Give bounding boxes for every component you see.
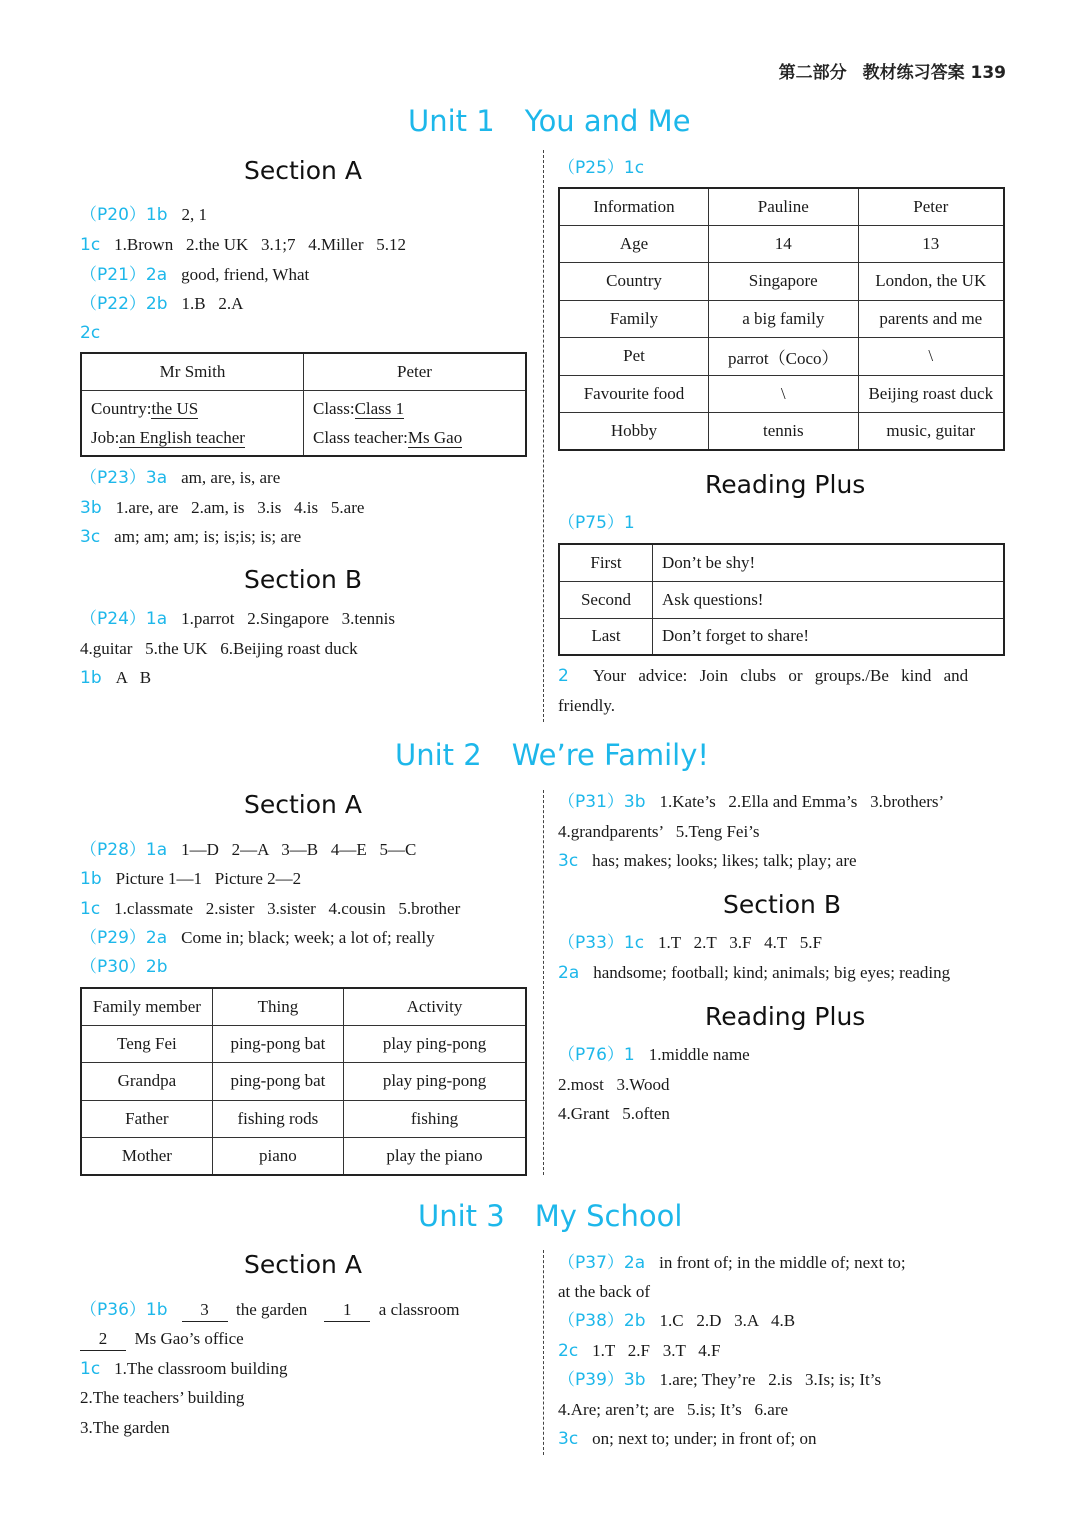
exercise-tag: （P29）2a bbox=[80, 928, 168, 948]
fill-blank: 1 bbox=[324, 1299, 370, 1322]
table-cell: \ bbox=[709, 375, 859, 413]
answer-text: a classroom bbox=[378, 1300, 460, 1319]
table-header-cell: Family member bbox=[81, 988, 212, 1025]
table-cell: Hobby bbox=[559, 413, 709, 451]
unit2-title bbox=[395, 738, 709, 772]
table-cell: fishing rods bbox=[212, 1100, 343, 1138]
table-cell: piano bbox=[212, 1138, 343, 1176]
table-cell: Ask questions! bbox=[652, 581, 1004, 618]
answer-line bbox=[558, 1252, 906, 1274]
answer-line bbox=[558, 932, 822, 954]
answer-line bbox=[558, 1281, 650, 1303]
field-label: Country: bbox=[91, 398, 152, 418]
answer-line bbox=[80, 927, 435, 949]
exercise-tag: （P76）1 bbox=[558, 1045, 635, 1065]
exercise-tag: 1c bbox=[80, 235, 101, 255]
answer-text: has; makes; looks; likes; talk; play; are bbox=[592, 851, 857, 870]
table-header-cell: Activity bbox=[344, 988, 526, 1025]
answer-text: Ms Gao’s office bbox=[134, 1329, 244, 1348]
answer-line bbox=[558, 1310, 795, 1332]
unit3-number: Unit 3 bbox=[418, 1199, 505, 1233]
table-header-cell: Peter bbox=[304, 353, 527, 390]
exercise-tag: （P39）3b bbox=[558, 1370, 646, 1390]
table-1c bbox=[558, 187, 1005, 451]
fill-blank: 3 bbox=[182, 1299, 228, 1322]
answer-text: A B bbox=[115, 668, 152, 687]
answer-text: 1.are, are 2.am, is 3.is 4.is 5.are bbox=[115, 498, 365, 517]
answer-text: 1.C 2.D 3.A 4.B bbox=[659, 1311, 796, 1330]
unit2-number: Unit 2 bbox=[395, 738, 482, 772]
answer-line bbox=[558, 962, 950, 984]
table-cell: Favourite food bbox=[559, 375, 709, 413]
exercise-tag: 3c bbox=[558, 1429, 579, 1449]
answer-line bbox=[558, 850, 857, 872]
table-cell: Father bbox=[81, 1100, 212, 1138]
answer-line bbox=[80, 293, 243, 315]
table-cell: parrot（Coco） bbox=[709, 338, 859, 376]
answer-text: the garden bbox=[236, 1300, 308, 1319]
exercise-tag: （P37）2a bbox=[558, 1253, 646, 1273]
table-header-cell: Information bbox=[559, 188, 709, 225]
header-part: 第二部分 bbox=[778, 63, 847, 83]
table-cell: Family bbox=[559, 300, 709, 338]
exercise-tag: （P30）2b bbox=[80, 957, 168, 977]
table-cell: parents and me bbox=[858, 300, 1004, 338]
table-cell: Beijing roast duck bbox=[858, 375, 1004, 413]
unit2-reading-plus-heading: Reading Plus bbox=[705, 1002, 866, 1031]
answer-text: 1.classmate 2.sister 3.sister 4.cousin 5.brother bbox=[114, 899, 461, 918]
field-label: Class: bbox=[313, 398, 355, 418]
unit1-name: You and Me bbox=[524, 104, 691, 138]
answer-line bbox=[558, 1399, 788, 1421]
column-divider bbox=[543, 150, 544, 722]
exercise-tag: （P33）1c bbox=[558, 933, 645, 953]
exercise-tag: 2 bbox=[558, 666, 569, 686]
table-2b bbox=[80, 987, 527, 1176]
answer-text: am; am; am; is; is;is; is; are bbox=[114, 527, 302, 546]
answer-text: in front of; in the middle of; next to; bbox=[659, 1253, 906, 1272]
exercise-tag: 3b bbox=[80, 498, 102, 518]
answer-text: 4.grandparents’ 5.Teng Fei’s bbox=[558, 822, 760, 841]
exercise-tag: 2c bbox=[558, 1341, 579, 1361]
table-cell: Don’t be shy! bbox=[652, 544, 1004, 581]
answer-text: good, friend, What bbox=[181, 265, 310, 284]
table-cell: Country bbox=[559, 263, 709, 301]
answer-line bbox=[80, 1387, 244, 1409]
table-cell: play ping-pong bbox=[344, 1025, 526, 1063]
answer-line bbox=[80, 204, 207, 226]
answer-text: 1.T 2.T 3.F 4.T 5.F bbox=[658, 933, 822, 952]
answer-text: 1.B 2.A bbox=[181, 294, 244, 313]
unit2-section-b-heading: Section B bbox=[723, 890, 841, 919]
table-cell: Mother bbox=[81, 1138, 212, 1176]
answer-text: at the back of bbox=[558, 1282, 651, 1301]
table-cell: Pet bbox=[559, 338, 709, 376]
fill-blank: 2 bbox=[80, 1328, 126, 1351]
answer-line bbox=[558, 695, 615, 717]
exercise-tag: 3c bbox=[80, 527, 101, 547]
exercise-tag: （P21）2a bbox=[80, 265, 168, 285]
unit3-name: My School bbox=[534, 1199, 683, 1233]
answer-line bbox=[80, 1299, 460, 1322]
answer-text: am, are, is, are bbox=[181, 468, 281, 487]
unit1-section-a-heading: Section A bbox=[244, 156, 362, 185]
answer-line bbox=[80, 667, 151, 689]
table-header-cell: Pauline bbox=[709, 188, 859, 225]
answer-text: 1.are; They’re 2.is 3.Is; is; It’s bbox=[659, 1370, 882, 1389]
table-cell: tennis bbox=[709, 413, 859, 451]
exercise-tag: （P31）3b bbox=[558, 792, 646, 812]
answer-text: 4.Are; aren’t; are 5.is; It’s 6.are bbox=[558, 1400, 789, 1419]
table-cell bbox=[81, 390, 304, 456]
table-cell: London, the UK bbox=[858, 263, 1004, 301]
table-cell: \ bbox=[858, 338, 1004, 376]
answer-line bbox=[80, 868, 301, 890]
answer-text: 4.Grant 5.often bbox=[558, 1104, 670, 1123]
table-cell: ping-pong bat bbox=[212, 1025, 343, 1063]
unit2-section-a-heading: Section A bbox=[244, 790, 362, 819]
answer-text: 2, 1 bbox=[181, 205, 207, 224]
answer-text: 4.guitar 5.the UK 6.Beijing roast duck bbox=[80, 639, 358, 658]
table-cell: 13 bbox=[858, 225, 1004, 263]
answer-line bbox=[80, 497, 364, 519]
answer-text: 2.The teachers’ building bbox=[80, 1388, 245, 1407]
exercise-tag: 2c bbox=[80, 323, 101, 343]
table-header-cell: Peter bbox=[858, 188, 1004, 225]
exercise-tag: 2a bbox=[558, 963, 580, 983]
table-cell: First bbox=[559, 544, 652, 581]
answer-text: 1.T 2.F 3.T 4.F bbox=[592, 1341, 721, 1360]
table-header-cell: Thing bbox=[212, 988, 343, 1025]
table-cell: Age bbox=[559, 225, 709, 263]
answer-line bbox=[80, 322, 114, 344]
exercise-tag: （P36）1b bbox=[80, 1300, 168, 1320]
header-title: 教材练习答案 bbox=[862, 63, 965, 83]
table-cell: fishing bbox=[344, 1100, 526, 1138]
table-cell: play ping-pong bbox=[344, 1063, 526, 1101]
answer-text: Picture 1—1 Picture 2—2 bbox=[115, 869, 302, 888]
answer-text: 1.middle name bbox=[648, 1045, 750, 1064]
answer-line bbox=[558, 1103, 670, 1125]
answer-line bbox=[80, 956, 182, 978]
answer-text: handsome; football; kind; animals; big eyes; reading bbox=[593, 963, 951, 982]
exercise-tag: 1b bbox=[80, 869, 102, 889]
table-cell: music, guitar bbox=[858, 413, 1004, 451]
table-cell: Grandpa bbox=[81, 1063, 212, 1101]
table-header-cell: Mr Smith bbox=[81, 353, 304, 390]
answer-text: on; next to; under; in front of; on bbox=[592, 1429, 817, 1448]
page-number: 139 bbox=[970, 63, 1006, 83]
table-reading-plus-1 bbox=[558, 543, 1005, 656]
answer-text: 1.parrot 2.Singapore 3.tennis bbox=[181, 609, 396, 628]
field-value: Ms Gao bbox=[407, 427, 463, 447]
field-label: Job: bbox=[91, 427, 120, 447]
exercise-tag: 3c bbox=[558, 851, 579, 871]
table-cell: Last bbox=[559, 618, 652, 655]
table-cell: ping-pong bat bbox=[212, 1063, 343, 1101]
exercise-tag: （P24）1a bbox=[80, 609, 168, 629]
exercise-tag: （P38）2b bbox=[558, 1311, 646, 1331]
column-divider bbox=[543, 790, 544, 1175]
answer-text: 1.Kate’s 2.Ella and Emma’s 3.brothers’ bbox=[659, 792, 945, 811]
answer-line bbox=[80, 526, 301, 548]
answer-line bbox=[558, 821, 760, 843]
answer-line bbox=[80, 1417, 170, 1439]
field-label: Class teacher: bbox=[313, 427, 408, 447]
answer-text: Come in; black; week; a lot of; really bbox=[181, 928, 435, 947]
exercise-tag: 1b bbox=[80, 668, 102, 688]
answer-line bbox=[558, 791, 944, 813]
answer-line bbox=[558, 665, 1005, 687]
unit3-title bbox=[418, 1199, 682, 1233]
table-cell: Teng Fei bbox=[81, 1025, 212, 1063]
exercise-tag: （P25）1c bbox=[558, 158, 645, 178]
answer-line bbox=[80, 839, 416, 861]
unit1-reading-plus-heading: Reading Plus bbox=[705, 470, 866, 499]
answer-text: 1—D 2—A 3—B 4—E 5—C bbox=[181, 840, 417, 859]
running-header bbox=[779, 58, 1006, 83]
answer-line bbox=[558, 157, 658, 179]
answer-line bbox=[558, 1428, 816, 1450]
field-value: Class 1 bbox=[354, 398, 405, 418]
unit2-name: We’re Family! bbox=[511, 738, 710, 772]
exercise-tag: （P28）1a bbox=[80, 840, 168, 860]
answer-line bbox=[80, 467, 280, 489]
unit1-number: Unit 1 bbox=[408, 104, 495, 138]
answer-line bbox=[558, 512, 649, 534]
exercise-tag: 1c bbox=[80, 1359, 101, 1379]
answer-text: Your advice: Join clubs or groups./Be kind and bbox=[592, 666, 969, 685]
exercise-tag: （P20）1b bbox=[80, 205, 168, 225]
table-2c bbox=[80, 352, 527, 457]
table-cell: Singapore bbox=[709, 263, 859, 301]
table-cell bbox=[304, 390, 527, 456]
unit1-title bbox=[408, 104, 691, 138]
table-cell: play the piano bbox=[344, 1138, 526, 1176]
field-value: the US bbox=[151, 398, 199, 418]
answer-line bbox=[80, 1358, 287, 1380]
exercise-tag: （P22）2b bbox=[80, 294, 168, 314]
answer-text: 1.Brown 2.the UK 3.1;7 4.Miller 5.12 bbox=[114, 235, 406, 254]
field-value: an English teacher bbox=[119, 427, 245, 447]
exercise-tag: （P75）1 bbox=[558, 513, 635, 533]
answer-text: 3.The garden bbox=[80, 1418, 170, 1437]
answer-line bbox=[80, 638, 358, 660]
answer-text: friendly. bbox=[558, 696, 615, 715]
unit1-section-b-heading: Section B bbox=[244, 565, 362, 594]
exercise-tag: （P23）3a bbox=[80, 468, 168, 488]
table-cell: a big family bbox=[709, 300, 859, 338]
answer-line bbox=[558, 1369, 881, 1391]
answer-line bbox=[558, 1044, 750, 1066]
answer-line bbox=[558, 1074, 670, 1096]
table-cell: 14 bbox=[709, 225, 859, 263]
unit3-section-a-heading: Section A bbox=[244, 1250, 362, 1279]
answer-line bbox=[80, 608, 395, 630]
answer-line bbox=[80, 234, 406, 256]
answer-line bbox=[558, 1340, 721, 1362]
answer-text: 2.most 3.Wood bbox=[558, 1075, 670, 1094]
column-divider bbox=[543, 1250, 544, 1455]
table-cell: Second bbox=[559, 581, 652, 618]
exercise-tag: 1c bbox=[80, 899, 101, 919]
table-cell: Don’t forget to share! bbox=[652, 618, 1004, 655]
answer-text: 1.The classroom building bbox=[114, 1359, 288, 1378]
answer-line bbox=[80, 264, 309, 286]
answer-line bbox=[80, 898, 460, 920]
answer-line bbox=[80, 1328, 244, 1351]
